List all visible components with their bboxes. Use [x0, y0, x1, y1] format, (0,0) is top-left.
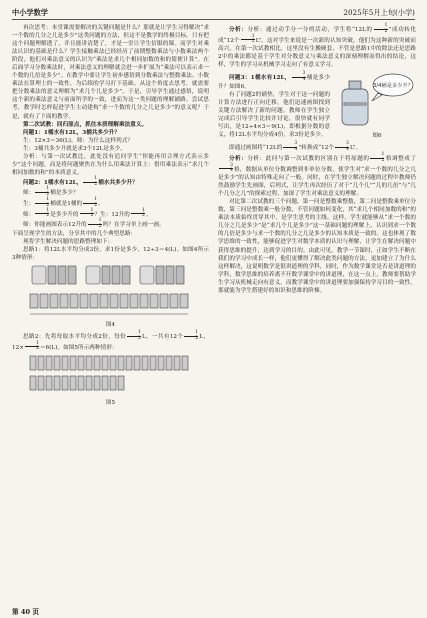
question-2: 问题2：1桶水有12L， $\frac{1}{2}$ 桶水共多少升？ [23, 175, 138, 187]
paragraph: 有了问题2的铺垫，学生对于这一问题的计算方法进行正向迁移，他们迅速画图找到关键方法解决了新的问题。教师在学生独立完成后引导学生比较并讨论，很快就有同学写出，是12÷4×3＝9(L)，即根据分数的意义，将12L水平均分成4份，求3份是多少。 [218, 92, 330, 139]
question-3: 问题3：1桶水有12L， $\frac{3}{4}$ 桶是多少升？如图6。 [218, 71, 330, 90]
left-column [12, 24, 209, 409]
issue-info: 2025年5月上旬(小学) [343, 8, 415, 17]
analysis-paragraph: 分析：与第一次试教比，此处没有追问学生“你能再用合理方式表示多少”这个问题，而是将问题聚焦在为什么用乘法计算上：借用乘法表示“求几个相同加数的和”的本质意义。 [12, 153, 209, 176]
figure-6 [338, 71, 416, 140]
paragraph: 现将学生解决问题的思路整理如下： [23, 238, 114, 245]
paragraph: 即通过画图将“12L的 $\frac{3}{4}$ ”转换成“12个 $\frac{3}{4}$ L”。 [229, 141, 361, 153]
paragraph: 对比第二次试教的三个问题，第一问是整数乘整数，第二问是整数乘单位分数，第三问是整数乘一般分数，不管问题如何变化，其“求几个相同加数的和”的乘法本质始终贯穿其中，是学生思考的主线。这样，学生就能够从“求一个数的几分之几是多少”是“求几个几是多少”这一基础问题的理解上，认识到求一个数的几倍是多少与求一个数的几分之几是多少的认知本质是一致的。这也体现了数学思维的一致性，能够促进学生对数学本质的认识与理解，让学生在解决问题中获得思维的提升，达到学习的目的。由此可见，教学一节课时，正如学生不断在我们的学习中成长一样，他们更懂得了解决此类问题的方法，更加建立了为什么这样解决，这说明数学是很讲道理的学科，同时，作为数学课堂是否是讲道理的学科，数学思维的培养离不开数学课堂中的讲道理，在这一点上，教师要帮助学生学习从机械走向有意义。而教学课堂中的讲道理要加强保持学习目的一致性，那就能为学生搭建好的知识和思维的阶梯。 [218, 199, 416, 294]
question-1: 问题1：1桶水有12L，3桶共多少升？ [23, 129, 121, 136]
dialogue-line: 下面呈现学生的方法，分享其中的几个典型思路： [12, 230, 137, 237]
journal-name: 中小学数学 [12, 8, 48, 17]
figure-4-illustration [26, 264, 196, 322]
figure-4 [12, 264, 209, 329]
fraction: $\frac{1}{2}$ [83, 177, 97, 188]
page-number: 第 40 页 [12, 608, 39, 616]
figure-5-caption: 图5 [105, 400, 116, 407]
dialogue-line: 师：你能画图表示12升的 $\frac{1}{2}$ 吗？在学习单上画一画。 [23, 218, 165, 230]
speech-bubble-text: 3/4桶是多少升？ [373, 83, 413, 90]
section-heading: 第二次试教：回归原点，抓住本质理解乘法意义。 [23, 121, 148, 128]
water-jug-figure [338, 71, 416, 133]
question-3-block [218, 69, 416, 142]
dialogue-line: 师： $\frac{1}{2}$ 桶是多少？ [23, 186, 79, 198]
right-column [218, 24, 416, 295]
question-3-text [218, 72, 330, 139]
idea-1: 思路1：将12L水平均分成3份，求1份是多少，12÷3＝4(L)。如图4所示3种情形： [12, 246, 209, 261]
figure-4-caption: 图4 [105, 322, 116, 329]
page-header [12, 6, 415, 18]
header-rule [12, 19, 415, 20]
dialogue-line: 生：12×3＝36(L)。师：为什么这样列式？ [23, 137, 134, 144]
paragraph: 再次思考：本堂课需要解决的关键问题是什么？那就是让学生习得解决“求一个数的几分之几是多少”这类问题的方法，但这不是教学的终极目标。只有把这个问题理解透了，并且能讲清楚了，才是一堂让学生信服的课。而学生对乘法认识的基础是什么？学生接触乘法已经经历了前期整数乘法与小数乘法两个阶段，他们对乘法意义的认识为“乘法是求几个相同加数的和的简便计算”。在后面学习分数乘法时，对乘法意义的理解就会进一步扩展为“乘法可以表示求一个数的几倍是多少”。在教学中要让学生初步感悟到分数乘法与整数乘法、小数乘法在算理上的一致性，为后续的学习打下基础。从这个角度去思考，就需要把分数乘法的意义理解为“求几个几是多少”，于是，引导学生通过感悟，说明这个新的乘法意义与前面所学的一致，进而为这一类问题的理解铺路。尝试思考，教学时怎样促进学生主动建构“求一个数的几分之几是多少”的意义呢？于是，就有了下面的教学。 [12, 25, 209, 120]
figure-6-caption: 图6 [372, 133, 382, 140]
analysis-paragraph: 分析：分析：通过动手分一分的活动，学生将“12L的 $\frac{1}{2}$ ”成功转化成“12个 $\frac{1}{2}$ L”，这对学生来说是一次新的认知突破，他们为这种新的突破而高兴。在第一次试教相比，这里没有生搬硬套，不管是思路1中的除法还是思路2中的乘法都是基于学生对分数意义与乘法意义的深刻理解而得出的结论，这样，学生的学习从机械学习走向了有意义学习。 [218, 23, 417, 69]
dialogue-line: 生：3桶共多少升就是求3个12L是多少。 [23, 145, 126, 152]
figure-5-illustration [26, 354, 196, 400]
idea-2: 思路2：先将每取水平均分成2份，每份 $\frac{1}{2}$ L，一共有12个 $\frac{1}{2}$ L，12× $\frac{1}{2}$ ＝6(L)。如图5所示两种情形： [12, 330, 209, 352]
dialogue-line: 师： $\frac{1}{2}$ 是多少升的 $\frac{1}{2}$ ？生：12升的 $\frac{1}{2}$ 。 [23, 207, 152, 219]
dialogue-line: 生： $\frac{1}{2}$ 桶就是1桶的 $\frac{1}{2}$ 。 [23, 197, 104, 208]
figure-5 [12, 354, 209, 407]
analysis-paragraph: 分析：分析：此问与第一次试教的区别在于将原题的 $\frac{1}{2}$ 格调整成了 $\frac{3}{4}$ 格，数据从单位分数调整到非单位分数，使学生对“求一个数的几分之几是多少”的认知由特殊走向了一般。同时，在学生独立解决问题的过程中教师仍然鼓励学生先画图，后列式，让学生再次经历了对于“几个几”“几的几倍”与“几个几分之几”的探索过程，加深了学生对乘法意义的理解。 [218, 151, 416, 198]
